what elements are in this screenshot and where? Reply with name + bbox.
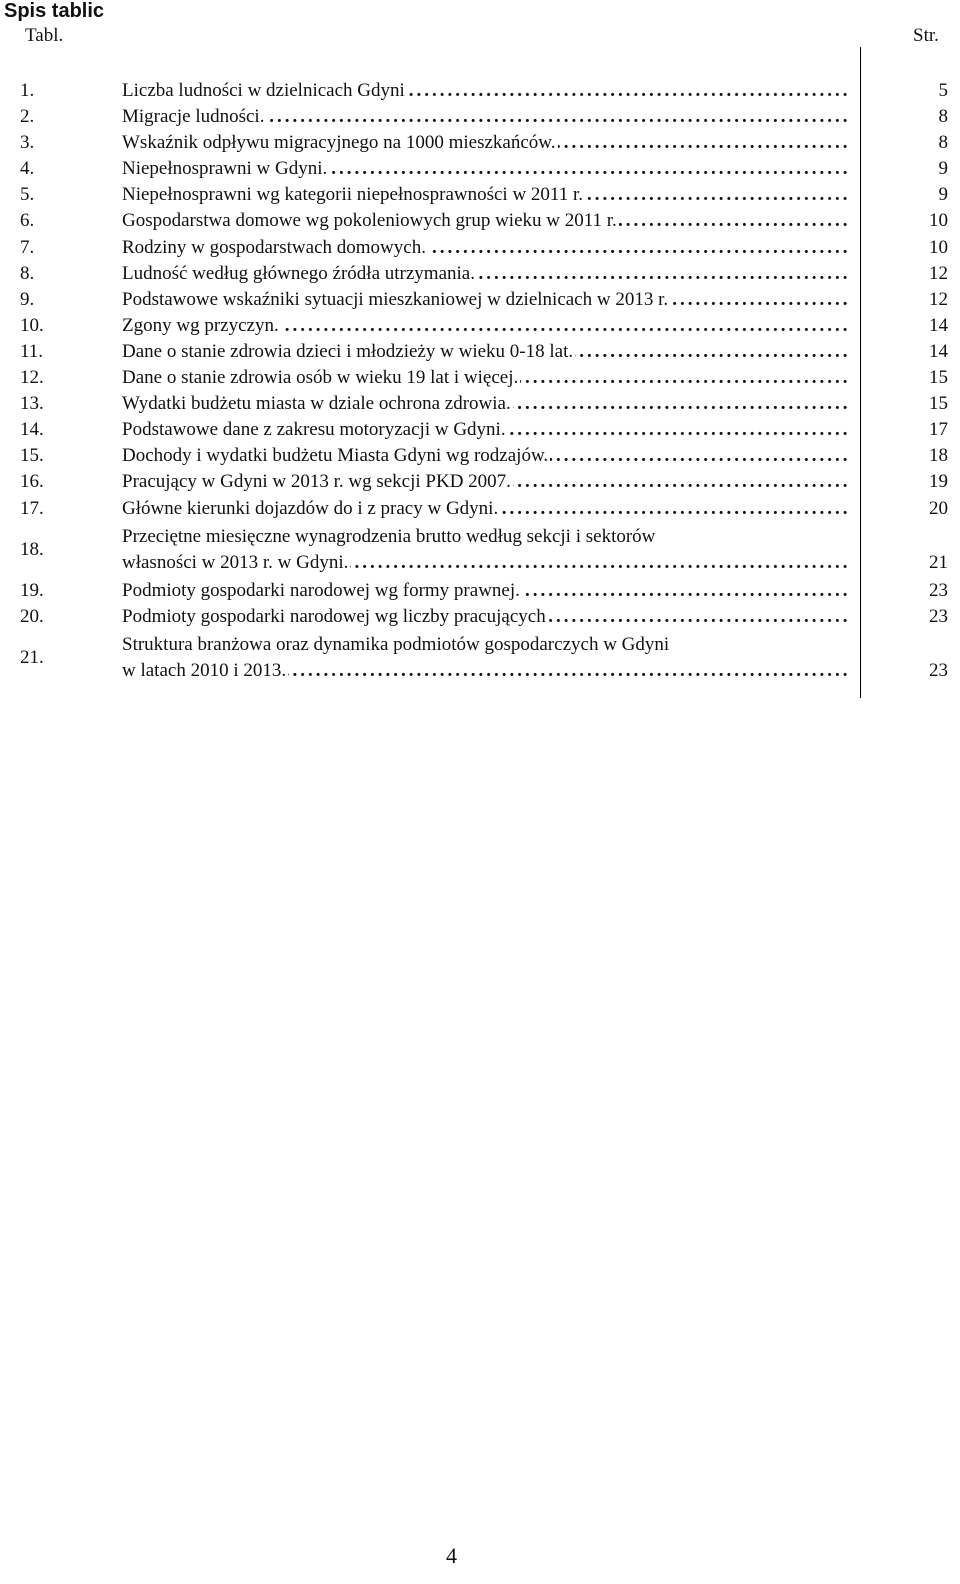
table-title-text: Główne kierunki dojazdów do i z pracy w Gdyni.	[122, 497, 499, 519]
table-title	[122, 496, 847, 522]
table-title-line	[122, 550, 847, 576]
table-title	[122, 604, 847, 630]
table-number: 11.	[20, 340, 44, 362]
table-of-contents	[0, 78, 960, 686]
table-title-text: Niepełnosprawni wg kategorii niepełnosprawności w 2011 r.	[122, 184, 584, 206]
toc-entry	[0, 443, 960, 469]
toc-entry	[0, 104, 960, 130]
toc-entry	[0, 208, 960, 234]
table-title-text: Podstawowe dane z zakresu motoryzacji w Gdyni.	[122, 419, 506, 441]
table-title-line	[122, 365, 847, 391]
table-title	[122, 524, 847, 576]
table-title	[122, 365, 847, 391]
toc-entry	[0, 130, 960, 156]
table-number: 16.	[20, 471, 44, 493]
toc-entry	[0, 578, 960, 604]
table-number: 12.	[20, 367, 44, 389]
table-title-text: Ludność według głównego źródła utrzymania.	[122, 262, 475, 284]
page-reference: 12	[929, 262, 948, 284]
table-title-text: Podmioty gospodarki narodowej wg formy prawnej.	[122, 579, 520, 601]
table-title-line	[122, 208, 847, 234]
table-title	[122, 339, 847, 365]
page-reference: 10	[929, 210, 948, 232]
table-title-line	[122, 524, 847, 550]
table-title-line	[122, 235, 847, 261]
toc-entry	[0, 417, 960, 443]
table-number: 5.	[20, 184, 35, 206]
table-number: 10.	[20, 314, 44, 336]
table-number: 4.	[20, 158, 35, 180]
page-reference: 8	[938, 132, 948, 154]
toc-entry	[0, 156, 960, 182]
table-number: 7.	[20, 236, 35, 258]
table-number: 20.	[20, 605, 44, 627]
table-title-text: Dane o stanie zdrowia osób w wieku 19 lat i więcej.	[122, 367, 519, 389]
table-title-line	[122, 130, 847, 156]
toc-entry	[0, 469, 960, 495]
table-title-text: Gospodarstwa domowe wg pokoleniowych grup wieku w 2011 r.	[122, 210, 617, 232]
table-number: 8.	[20, 262, 35, 284]
table-title-line	[122, 313, 847, 339]
page-reference: 14	[929, 340, 948, 362]
toc-entry	[0, 313, 960, 339]
table-title	[122, 156, 847, 182]
toc-entry	[0, 261, 960, 287]
table-title-line	[122, 156, 847, 182]
table-title	[122, 417, 847, 443]
table-title-line	[122, 658, 847, 684]
table-number: 21.	[20, 646, 44, 668]
table-number: 2.	[20, 106, 35, 128]
table-title	[122, 287, 847, 313]
table-title-text: Niepełnosprawni w Gdyni.	[122, 158, 328, 180]
table-number: 15.	[20, 445, 44, 467]
page-reference: 21	[929, 551, 948, 573]
toc-entry	[0, 365, 960, 391]
page-reference: 18	[929, 445, 948, 467]
table-title	[122, 208, 847, 234]
page-reference: 12	[929, 288, 948, 310]
table-title-text: Podmioty gospodarki narodowej wg liczby pracujących	[122, 605, 546, 627]
table-title-text: Dochody i wydatki budżetu Miasta Gdyni wg rodzajów.	[122, 445, 549, 467]
table-title-line	[122, 261, 847, 287]
table-title-line	[122, 604, 847, 630]
toc-entry	[0, 522, 960, 578]
table-number: 18.	[20, 538, 44, 560]
table-title-text: Podstawowe wskaźniki sytuacji mieszkaniowej w dzielnicach w 2013 r.	[122, 288, 669, 310]
toc-entry	[0, 182, 960, 208]
table-title-line	[122, 443, 847, 469]
table-title-text: Dane o stanie zdrowia dzieci i młodzieży w wieku 0-18 lat.	[122, 340, 574, 362]
table-number: 17.	[20, 497, 44, 519]
table-number: 19.	[20, 579, 44, 601]
page-reference: 14	[929, 314, 948, 336]
table-title	[122, 632, 847, 684]
table-title-line	[122, 339, 847, 365]
table-title-line	[122, 632, 847, 658]
table-title	[122, 130, 847, 156]
table-title-text: Wydatki budżetu miasta w dziale ochrona zdrowia.	[122, 393, 511, 415]
table-title-line	[122, 78, 847, 104]
toc-entry	[0, 235, 960, 261]
page-reference: 23	[929, 605, 948, 627]
toc-entry	[0, 287, 960, 313]
table-title-line	[122, 287, 847, 313]
table-title-line	[122, 391, 847, 417]
table-title	[122, 391, 847, 417]
page-column-header: Str.	[913, 25, 939, 46]
page-title: Spis tablic	[4, 0, 105, 22]
page-reference: 23	[929, 659, 948, 681]
page-reference: 15	[929, 367, 948, 389]
table-number: 9.	[20, 288, 35, 310]
table-title-line	[122, 417, 847, 443]
table-title	[122, 235, 847, 261]
page-number: 4	[446, 1543, 457, 1568]
table-title	[122, 578, 847, 604]
table-number: 3.	[20, 132, 35, 154]
table-number: 1.	[20, 80, 35, 101]
page-reference: 17	[929, 419, 948, 441]
table-number: 6.	[20, 210, 35, 232]
table-title	[122, 313, 847, 339]
toc-entry	[0, 604, 960, 630]
table-title-line	[122, 182, 847, 208]
page-reference: 23	[929, 579, 948, 601]
table-title	[122, 78, 847, 104]
table-title-text: w latach 2010 i 2013.	[122, 659, 287, 681]
table-title-line	[122, 496, 847, 522]
page-reference: 9	[938, 158, 948, 180]
table-number-column-header: Tabl.	[25, 25, 64, 46]
table-title-text: Migracje ludności.	[122, 106, 265, 128]
table-title-text: Liczba ludności w dzielnicach Gdyni	[122, 80, 405, 101]
table-title-text: Pracujący w Gdyni w 2013 r. wg sekcji PKD 2007.	[122, 471, 511, 493]
toc-entry	[0, 339, 960, 365]
page-reference: 20	[929, 497, 948, 519]
page-reference: 10	[929, 236, 948, 258]
table-title	[122, 104, 847, 130]
page-reference: 9	[938, 184, 948, 206]
table-number: 13.	[20, 393, 44, 415]
table-title	[122, 443, 847, 469]
toc-entry	[0, 78, 960, 104]
table-title-text: Wskaźnik odpływu migracyjnego na 1000 mieszkańców.	[122, 132, 556, 154]
table-title	[122, 469, 847, 495]
page-reference: 19	[929, 471, 948, 493]
page-reference: 5	[938, 80, 948, 101]
table-title-text: Przeciętne miesięczne wynagrodzenia brutto według sekcji i sektorów	[122, 525, 656, 547]
table-number: 14.	[20, 419, 44, 441]
table-title-text: Struktura branżowa oraz dynamika podmiotów gospodarczych w Gdyni	[122, 633, 670, 655]
table-title-line	[122, 578, 847, 604]
page-reference: 15	[929, 393, 948, 415]
table-title-text: Zgony wg przyczyn.	[122, 314, 279, 336]
table-title-line	[122, 104, 847, 130]
table-title-text: własności w 2013 r. w Gdyni.	[122, 551, 349, 573]
table-title	[122, 261, 847, 287]
toc-entry	[0, 391, 960, 417]
toc-entry	[0, 496, 960, 522]
table-title-text: Rodziny w gospodarstwach domowych.	[122, 236, 426, 258]
page-reference: 8	[938, 106, 948, 128]
table-title-line	[122, 469, 847, 495]
table-title	[122, 182, 847, 208]
toc-entry	[0, 630, 960, 686]
